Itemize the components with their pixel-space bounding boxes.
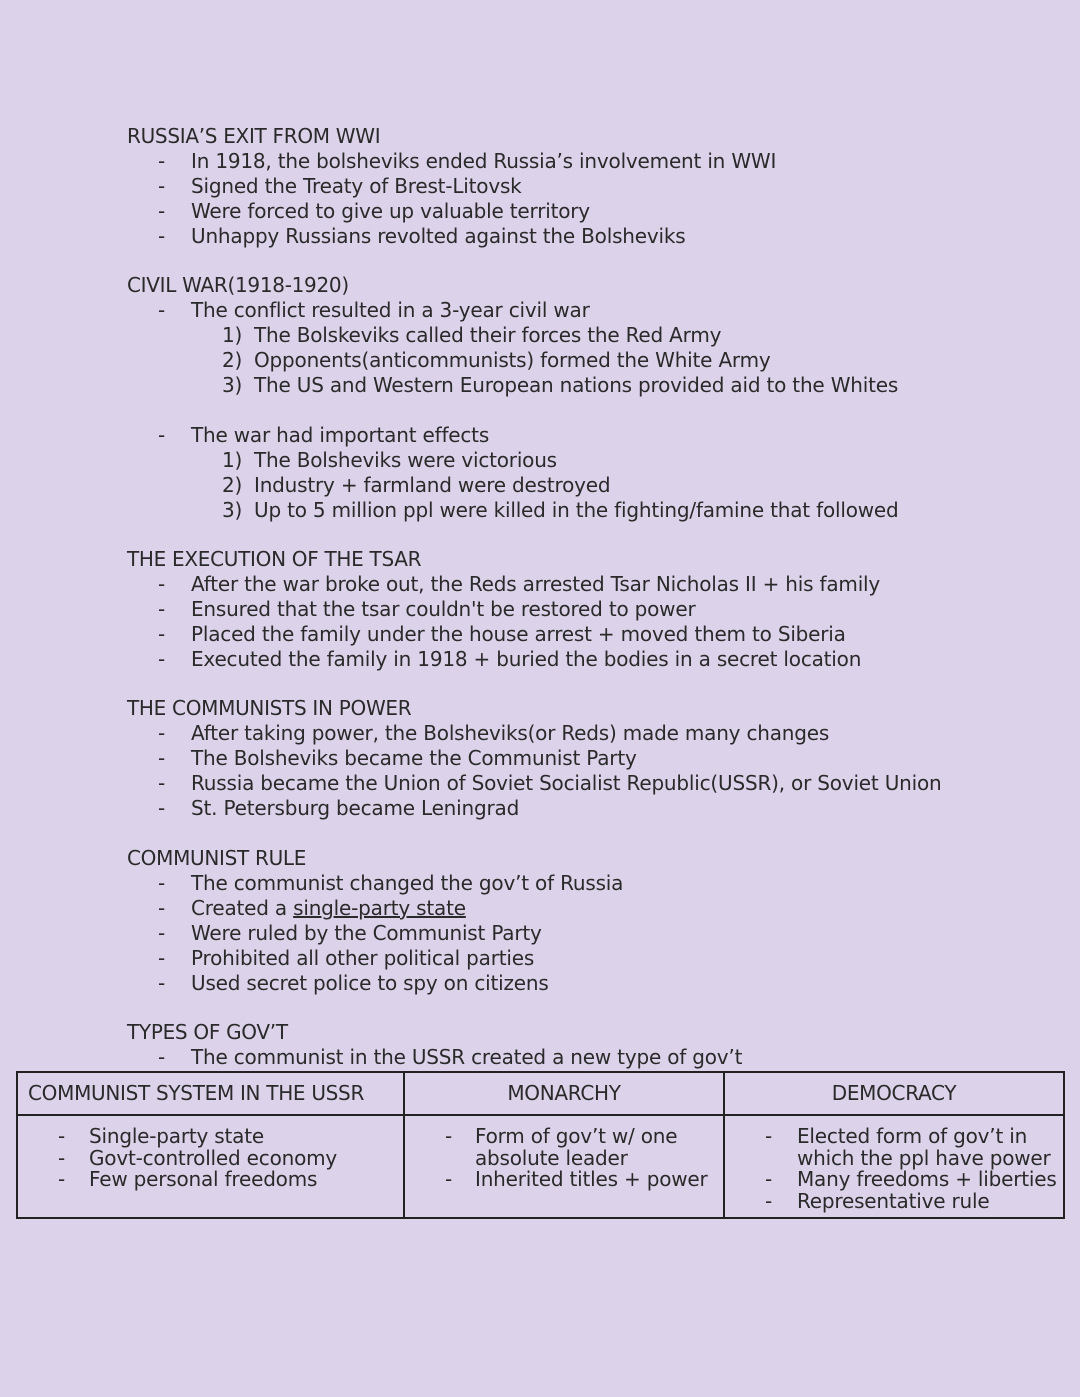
bullet-item bbox=[127, 896, 1057, 921]
section-heading: THE EXECUTION OF THE TSAR bbox=[127, 547, 422, 571]
cell-item: - Form of gov’t w/ one absolute leader bbox=[405, 1126, 723, 1169]
bullet-item: - Used secret police to spy on citizens bbox=[127, 971, 1057, 996]
column-monarchy bbox=[405, 1073, 725, 1217]
bullet-item: - Signed the Treaty of Brest-Litovsk bbox=[127, 174, 1057, 199]
item-text: The Bolsheviks were victorious bbox=[254, 448, 557, 472]
bullet-item: - Were forced to give up valuable territory bbox=[127, 199, 1057, 224]
underlined-term: single-party state bbox=[293, 896, 466, 920]
cell-item: - Single-party state bbox=[18, 1126, 403, 1148]
bullet-item: - The conflict resulted in a 3-year civil war bbox=[127, 298, 1057, 323]
bullet-list bbox=[127, 298, 1057, 323]
bullet-list bbox=[127, 572, 1057, 672]
cell-item: - Few personal freedoms bbox=[18, 1169, 403, 1191]
bullet-list bbox=[127, 721, 1057, 821]
item-text: The Bolskeviks called their forces the Red Army bbox=[254, 323, 722, 347]
cell-list bbox=[725, 1126, 1063, 1212]
item-number: 3) bbox=[222, 498, 243, 522]
section-heading: CIVIL WAR(1918-1920) bbox=[127, 273, 349, 297]
bullet-item: - Prohibited all other political parties bbox=[127, 946, 1057, 971]
numbered-item bbox=[127, 348, 1057, 373]
cell-item: - Many freedoms + liberties bbox=[725, 1169, 1063, 1191]
bullet-item: - In 1918, the bolsheviks ended Russia’s involvement in WWI bbox=[127, 149, 1057, 174]
section-heading: THE COMMUNISTS IN POWER bbox=[127, 696, 412, 720]
cell-list bbox=[405, 1126, 723, 1191]
item-text: Opponents(anticommunists) formed the White Army bbox=[254, 348, 771, 372]
numbered-item bbox=[127, 448, 1057, 473]
section-heading: COMMUNIST RULE bbox=[127, 846, 307, 870]
bullet-item: - Were ruled by the Communist Party bbox=[127, 921, 1057, 946]
bullet-item: - Ensured that the tsar couldn't be restored to power bbox=[127, 597, 1057, 622]
section-russia-exit bbox=[127, 124, 1057, 249]
numbered-item bbox=[127, 373, 1057, 398]
item-text: Up to 5 million ppl were killed in the fighting/famine that followed bbox=[254, 498, 899, 522]
section-heading: TYPES OF GOV’T bbox=[127, 1020, 288, 1044]
bullet-item: - The communist changed the gov’t of Russia bbox=[127, 871, 1057, 896]
numbered-item bbox=[127, 323, 1057, 348]
bullet-list bbox=[127, 871, 1057, 996]
item-number: 1) bbox=[222, 448, 243, 472]
bullet-item: - After the war broke out, the Reds arrested Tsar Nicholas II + his family bbox=[127, 572, 1057, 597]
column-header: DEMOCRACY bbox=[725, 1073, 1063, 1116]
cell-list bbox=[18, 1126, 403, 1191]
column-communist-system bbox=[18, 1073, 405, 1217]
item-text: Industry + farmland were destroyed bbox=[254, 473, 611, 497]
bullet-item: - The war had important effects bbox=[127, 423, 1057, 448]
government-comparison-table bbox=[16, 1071, 1065, 1219]
item-number: 3) bbox=[222, 373, 243, 397]
cell-item: - Govt-controlled economy bbox=[18, 1148, 403, 1170]
item-text: The US and Western European nations provided aid to the Whites bbox=[254, 373, 899, 397]
numbered-list bbox=[127, 323, 1057, 398]
cell-item: - Representative rule bbox=[725, 1191, 1063, 1213]
column-header: MONARCHY bbox=[405, 1073, 723, 1116]
bullet-item: - Russia became the Union of Soviet Socialist Republic(USSR), or Soviet Union bbox=[127, 771, 1057, 796]
bullet-item: - Unhappy Russians revolted against the Bolsheviks bbox=[127, 224, 1057, 249]
item-number: 1) bbox=[222, 323, 243, 347]
item-number: 2) bbox=[222, 348, 243, 372]
item-number: 2) bbox=[222, 473, 243, 497]
section-civil-war bbox=[127, 273, 1057, 523]
section-heading: RUSSIA’S EXIT FROM WWI bbox=[127, 124, 381, 148]
section-communists-power bbox=[127, 696, 1057, 821]
bullet-item: - The communist in the USSR created a new type of gov’t bbox=[127, 1045, 1057, 1070]
numbered-list bbox=[127, 448, 1057, 523]
bullet-text: Created a bbox=[191, 896, 294, 920]
bullet-list bbox=[127, 1045, 1057, 1070]
bullet-item: - The Bolsheviks became the Communist Party bbox=[127, 746, 1057, 771]
bullet-item: - Executed the family in 1918 + buried the bodies in a secret location bbox=[127, 647, 1057, 672]
cell-item: - Inherited titles + power bbox=[405, 1169, 723, 1191]
bullet-item: - After taking power, the Bolsheviks(or Reds) made many changes bbox=[127, 721, 1057, 746]
bullet-list bbox=[127, 423, 1057, 448]
section-communist-rule bbox=[127, 846, 1057, 996]
section-execution-tsar bbox=[127, 547, 1057, 672]
bullet-item: - St. Petersburg became Leningrad bbox=[127, 796, 1057, 821]
column-democracy bbox=[725, 1073, 1063, 1217]
numbered-item bbox=[127, 473, 1057, 498]
cell-item: - Elected form of gov’t in which the ppl have power bbox=[725, 1126, 1063, 1169]
numbered-item bbox=[127, 498, 1057, 523]
column-header: COMMUNIST SYSTEM IN THE USSR bbox=[18, 1073, 403, 1116]
bullet-list bbox=[127, 149, 1057, 249]
bullet-item: - Placed the family under the house arrest + moved them to Siberia bbox=[127, 622, 1057, 647]
section-types-govt bbox=[127, 1020, 1057, 1070]
